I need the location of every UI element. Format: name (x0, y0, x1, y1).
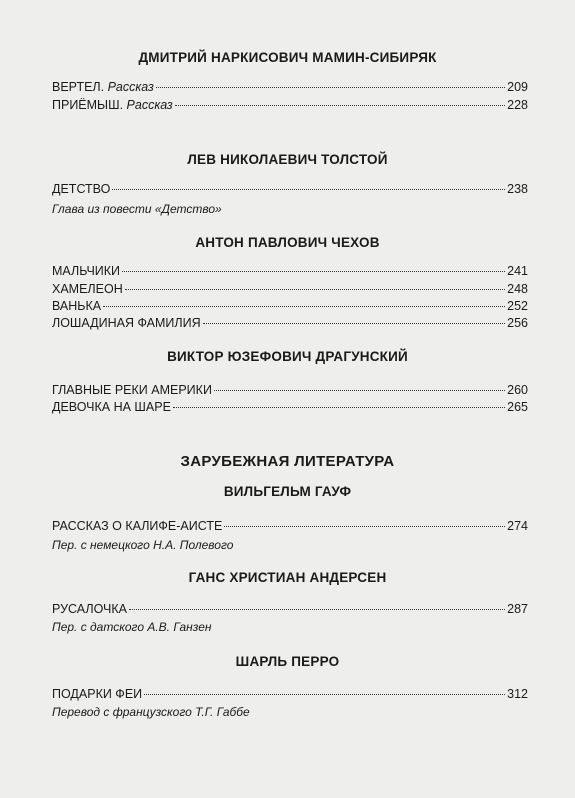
entry-title: МАЛЬЧИКИ (52, 264, 121, 278)
toc-entry (52, 282, 528, 298)
toc-entry (52, 519, 528, 535)
dot-leader (203, 323, 506, 324)
toc-entry (52, 299, 528, 315)
page-number: 228 (507, 98, 528, 112)
page-number: 265 (507, 400, 528, 414)
author-heading: ВИКТОР ЮЗЕФОВИЧ ДРАГУНСКИЙ (167, 349, 408, 364)
author-heading: ГАНС ХРИСТИАН АНДЕРСЕН (188, 570, 387, 585)
dot-leader (144, 694, 505, 695)
page-number: 248 (507, 282, 528, 296)
dot-leader (175, 105, 505, 106)
dot-leader (173, 407, 505, 408)
dot-leader (103, 306, 505, 307)
entry-title: РУСАЛОЧКА (52, 602, 127, 616)
dot-leader (129, 609, 505, 610)
section-heading: ЗАРУБЕЖНАЯ ЛИТЕРАТУРА (180, 453, 395, 470)
entry-title: ВЕРТЕЛ. Рассказ (52, 80, 154, 94)
toc-entry (52, 316, 528, 332)
entry-note: Глава из повести «Детство» (52, 202, 222, 216)
page-number: 241 (507, 264, 528, 278)
page-number: 260 (507, 383, 528, 397)
dot-leader (224, 526, 505, 527)
dot-leader (214, 390, 505, 391)
page-number: 252 (507, 299, 528, 313)
toc-entry (52, 98, 528, 114)
entry-title: ПРИЁМЫШ. Рассказ (52, 98, 173, 112)
entry-note: Пер. с датского А.В. Ганзен (52, 620, 212, 634)
dot-leader (112, 189, 505, 190)
entry-title: ХАМЕЛЕОН (52, 282, 123, 296)
entry-title: ГЛАВНЫЕ РЕКИ АМЕРИКИ (52, 383, 212, 397)
entry-title: ДЕВОЧКА НА ШАРЕ (52, 400, 171, 414)
dot-leader (125, 289, 505, 290)
dot-leader (122, 271, 505, 272)
entry-note: Пер. с немецкого Н.А. Полевого (52, 538, 234, 552)
author-heading: ДМИТРИЙ НАРКИСОВИЧ МАМИН-СИБИРЯК (138, 50, 437, 65)
toc-entry (52, 182, 528, 198)
entry-title: ВАНЬКА (52, 299, 102, 313)
page-number: 238 (507, 182, 528, 196)
page-number: 312 (507, 687, 528, 701)
toc-entry (52, 80, 528, 96)
page-number: 274 (507, 519, 528, 533)
author-heading: ЛЕВ НИКОЛАЕВИЧ ТОЛСТОЙ (187, 152, 388, 167)
toc-entry (52, 687, 528, 703)
page-number: 256 (507, 316, 528, 330)
author-heading: ШАРЛЬ ПЕРРО (235, 654, 340, 669)
dot-leader (156, 87, 505, 88)
entry-title: ПОДАРКИ ФЕИ (52, 687, 143, 701)
toc-entry (52, 400, 528, 416)
toc-entry (52, 383, 528, 399)
toc-entry (52, 602, 528, 618)
page-number: 287 (507, 602, 528, 616)
author-heading: АНТОН ПАВЛОВИЧ ЧЕХОВ (195, 235, 380, 250)
entry-title: ДЕТСТВО (52, 182, 111, 196)
toc-entry (52, 264, 528, 280)
entry-title: ЛОШАДИНАЯ ФАМИЛИЯ (52, 316, 201, 330)
page-number: 209 (507, 80, 528, 94)
author-heading: ВИЛЬГЕЛЬМ ГАУФ (223, 484, 352, 499)
entry-title: РАССКАЗ О КАЛИФЕ-АИСТЕ (52, 519, 223, 533)
entry-note: Перевод с французского Т.Г. Габбе (52, 705, 250, 719)
